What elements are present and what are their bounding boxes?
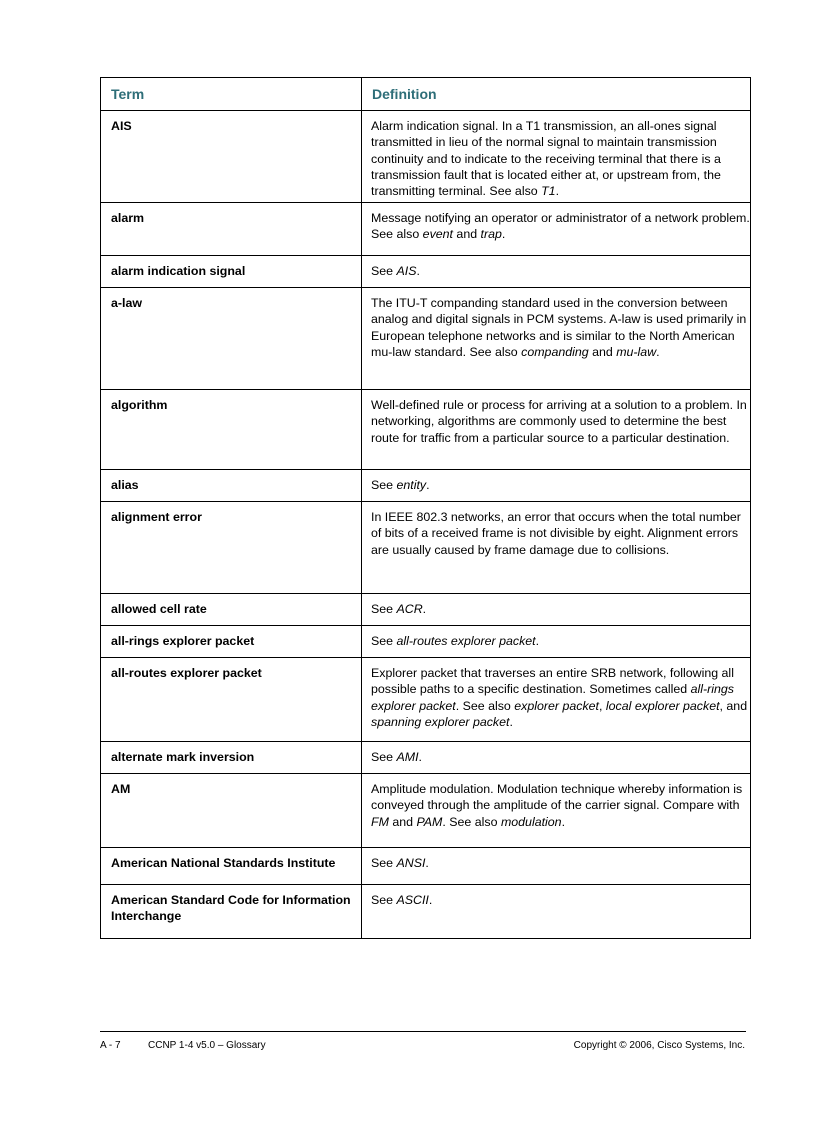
- cross-reference: spanning explorer packet: [371, 714, 510, 729]
- definition-cell: [362, 658, 751, 742]
- definition-cell: [362, 256, 751, 288]
- term-cell: American National Standards Institute: [101, 848, 362, 885]
- cross-reference: all-rings explorer packet: [371, 682, 734, 713]
- table-row: [101, 502, 751, 594]
- definition-text: .: [428, 893, 433, 907]
- definition-text: ,: [599, 698, 606, 713]
- definition-text: .: [561, 814, 566, 829]
- footer-divider: [100, 1031, 746, 1032]
- cross-reference: FM: [371, 814, 389, 829]
- term-cell: alternate mark inversion: [101, 742, 362, 774]
- table-row: [101, 658, 751, 742]
- term-cell: alarm indication signal: [101, 256, 362, 288]
- table-row: [101, 203, 751, 256]
- copyright-notice: Copyright © 2006, Cisco Systems, Inc.: [573, 1040, 745, 1051]
- cross-reference: local explorer packet: [605, 698, 720, 713]
- table-header-row: [101, 78, 751, 111]
- table-row: [101, 594, 751, 626]
- term-cell: alarm: [101, 203, 362, 256]
- definition-text: See: [371, 602, 397, 616]
- cross-reference: companding: [521, 344, 589, 359]
- definition-text: The ITU-T companding standard used in the conversion between analog and digital signals in PCM systems. A-law is used primarily in European telephone networks and is similar to the North American mu-law standard. See also: [371, 296, 747, 359]
- cross-reference: AMI: [396, 750, 419, 764]
- definition-cell: [362, 288, 751, 390]
- term-cell: algorithm: [101, 390, 362, 470]
- cross-reference: AIS: [396, 264, 417, 278]
- definition-cell: [362, 470, 751, 502]
- definition-cell: [362, 111, 751, 203]
- definition-text: , and: [719, 698, 748, 713]
- document-title: CCNP 1-4 v5.0 – Glossary: [148, 1040, 266, 1051]
- definition-cell: [362, 203, 751, 256]
- table-row: [101, 256, 751, 288]
- definition-text: .: [426, 478, 430, 492]
- cross-reference: all-routes explorer packet: [396, 634, 536, 648]
- table-row: [101, 288, 751, 390]
- definition-text: See: [371, 750, 397, 764]
- definition-cell: [362, 594, 751, 626]
- definition-cell: [362, 885, 751, 939]
- definition-cell: [362, 390, 751, 470]
- cross-reference: entity: [396, 478, 427, 492]
- cross-reference: trap: [480, 227, 502, 242]
- definition-text: and: [452, 227, 481, 242]
- term-cell: American Standard Code for Information Interchange: [101, 885, 362, 939]
- definition-text: See: [371, 856, 397, 870]
- cross-reference: PAM: [416, 814, 443, 829]
- table-row: [101, 848, 751, 885]
- term-cell: all-rings explorer packet: [101, 626, 362, 658]
- table-row: [101, 470, 751, 502]
- definition-cell: [362, 848, 751, 885]
- definition-text: and: [588, 344, 617, 359]
- term-cell: alias: [101, 470, 362, 502]
- definition-cell: [362, 502, 751, 594]
- definition-text: Explorer packet that traverses an entire SRB network, following all possible paths to a specific destination. Sometimes called: [371, 666, 734, 697]
- definition-text: .: [425, 856, 429, 870]
- definition-text: See: [371, 893, 397, 907]
- term-cell: a-law: [101, 288, 362, 390]
- cross-reference: ACR: [396, 602, 423, 616]
- definition-column-header: Definition: [362, 78, 751, 111]
- cross-reference: ANSI: [396, 856, 426, 870]
- definition-text: .: [416, 264, 420, 278]
- definition-cell: [362, 742, 751, 774]
- cross-reference: T1: [541, 184, 556, 199]
- term-cell: AIS: [101, 111, 362, 203]
- definition-text: .: [418, 750, 422, 764]
- page-number: A - 7: [100, 1040, 121, 1051]
- definition-text: In IEEE 802.3 networks, an error that occurs when the total number of bits of a received frame is not divisible by eight. Alignment errors are usually caused by frame damage due to collisions.: [371, 510, 741, 557]
- definition-text: Well-defined rule or process for arriving at a solution to a problem. In networking, algorithms are commonly used to determine the best route for traffic from a particular source to a particular destination.: [371, 398, 747, 445]
- definition-text: Alarm indication signal. In a T1 transmission, an all-ones signal transmitted in lieu of the normal signal to maintain transmission continuity and to indicate to the receiving terminal that there is a transmission fault that is located either at, or upstream from, the transmitting terminal. See also: [371, 119, 721, 199]
- definition-text: .: [509, 714, 513, 729]
- definition-text: .: [422, 602, 427, 616]
- definition-text: .: [535, 634, 540, 648]
- definition-cell: [362, 626, 751, 658]
- cross-reference: explorer packet: [514, 698, 599, 713]
- definition-text: See: [371, 264, 397, 278]
- definition-text: See: [371, 478, 397, 492]
- glossary-table: [100, 77, 751, 939]
- term-cell: AM: [101, 774, 362, 848]
- term-cell: allowed cell rate: [101, 594, 362, 626]
- table-row: [101, 885, 751, 939]
- term-column-header: Term: [101, 78, 362, 111]
- definition-text: Message notifying an operator or administrator of a network problem. See also: [371, 211, 750, 242]
- cross-reference: event: [422, 227, 453, 242]
- definition-text: .: [501, 227, 506, 242]
- definition-text: and: [388, 814, 417, 829]
- table-row: [101, 390, 751, 470]
- definition-text: .: [656, 344, 660, 359]
- definition-text: .: [555, 184, 560, 199]
- cross-reference: modulation: [500, 814, 562, 829]
- table-row: [101, 774, 751, 848]
- definition-text: . See also: [442, 814, 501, 829]
- table-row: [101, 111, 751, 203]
- table-row: [101, 626, 751, 658]
- cross-reference: mu-law: [616, 344, 657, 359]
- definition-cell: [362, 774, 751, 848]
- term-cell: all-routes explorer packet: [101, 658, 362, 742]
- table-row: [101, 742, 751, 774]
- definition-text: See: [371, 634, 397, 648]
- cross-reference: ASCII: [396, 893, 429, 907]
- term-cell: alignment error: [101, 502, 362, 594]
- definition-text: Amplitude modulation. Modulation technique whereby information is conveyed through the amplitude of the carrier signal. Compare with: [371, 782, 743, 813]
- glossary-body: [101, 111, 751, 939]
- definition-text: . See also: [455, 698, 515, 713]
